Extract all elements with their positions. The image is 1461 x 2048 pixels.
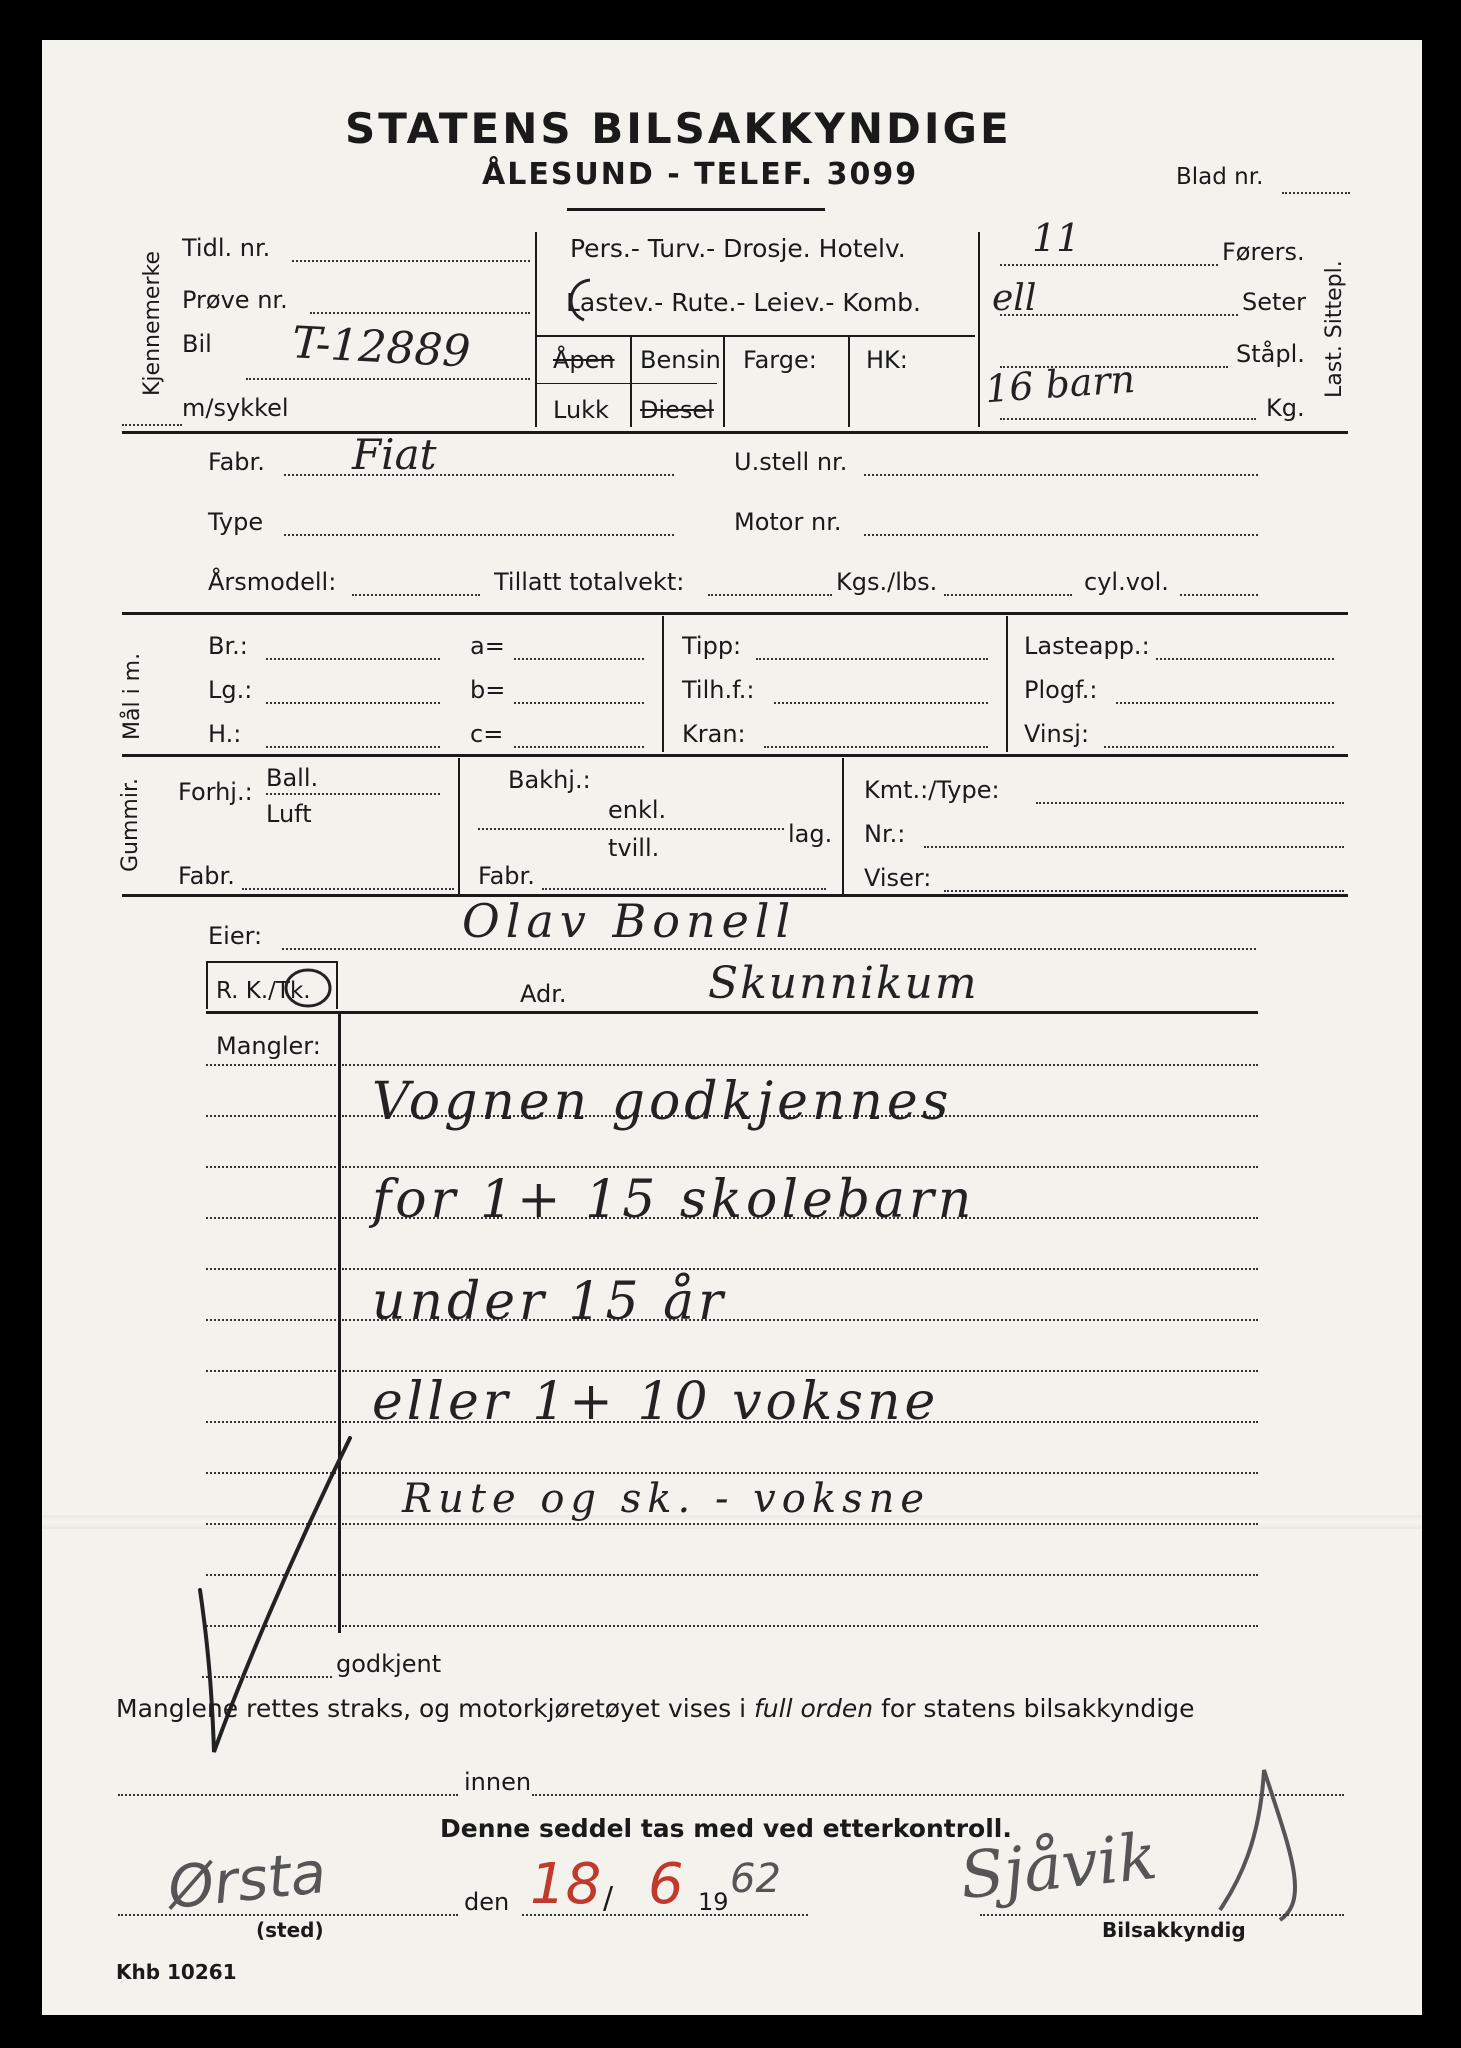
seter-value-handwritten: ell: [992, 278, 1037, 319]
adr-label: Adr.: [520, 980, 567, 1008]
sheet-number-line[interactable]: [1282, 192, 1350, 194]
notice-part-a: Manglene rettes straks, og motorkjøretøyet vises i: [116, 1694, 754, 1723]
sted-line[interactable]: [118, 1914, 458, 1916]
kgs-line[interactable]: [944, 594, 1072, 596]
kg-label: Kg.: [1266, 394, 1305, 422]
den-label: den: [464, 1888, 510, 1916]
tilhf-line[interactable]: [774, 702, 988, 704]
b-line[interactable]: [514, 702, 644, 704]
adr-value-handwritten: Skunnikum: [708, 958, 979, 1009]
kg-line[interactable]: [1000, 418, 1256, 420]
lukk-label: Lukk: [553, 396, 609, 424]
eier-label: Eier:: [208, 922, 263, 950]
rk-box-left: [206, 961, 208, 1009]
luft-label: Luft: [266, 800, 312, 828]
divider: [662, 616, 664, 752]
signature-line[interactable]: [980, 1914, 1344, 1916]
defects-left-line[interactable]: [206, 1115, 336, 1117]
notice-text: [116, 1696, 1194, 1721]
defects-left-line[interactable]: [206, 1370, 336, 1372]
defect-line-3: under 15 år: [372, 1272, 727, 1332]
section-rule: [122, 612, 1348, 615]
defects-line[interactable]: [342, 1523, 1258, 1525]
arsmodell-line[interactable]: [352, 594, 480, 596]
form-title: STATENS BILSAKKYNDIGE: [345, 104, 1012, 153]
tires-fabr-line[interactable]: [242, 888, 454, 890]
defects-line[interactable]: [342, 1268, 1258, 1270]
defects-left-line[interactable]: [206, 1217, 336, 1219]
owner-rule: [206, 1011, 1258, 1014]
innen-label: innen: [464, 1768, 532, 1796]
defects-line[interactable]: [342, 1472, 1258, 1474]
measures-side-label: Mål i m.: [120, 652, 145, 740]
fabr-line[interactable]: [284, 474, 674, 476]
tilhf-label: Tilh.f.:: [682, 676, 755, 704]
year-suffix-handwritten: 62: [730, 1856, 781, 1902]
circle-mark: [560, 276, 600, 326]
divider: [537, 383, 717, 384]
diesel-label: Diesel: [640, 396, 714, 424]
farge-label: Farge:: [743, 346, 817, 374]
lag-label: lag.: [788, 820, 833, 848]
tipp-label: Tipp:: [682, 632, 742, 660]
forers-label: Førers.: [1222, 238, 1305, 266]
type-line[interactable]: [284, 534, 674, 536]
date-line[interactable]: [522, 1914, 808, 1916]
bil-line[interactable]: [246, 378, 530, 380]
ustell-label: U.stell nr.: [734, 448, 848, 476]
br-line[interactable]: [266, 658, 440, 660]
msykkel-line[interactable]: [122, 424, 182, 426]
rk-box-top: [206, 961, 336, 963]
mangler-label: Mangler:: [216, 1032, 321, 1060]
nr-line[interactable]: [924, 846, 1344, 848]
defect-line-5: Rute og sk. - voksne: [402, 1476, 931, 1522]
apen-label: Åpen: [553, 346, 615, 374]
vinsj-line[interactable]: [1104, 746, 1334, 748]
bilsakkyndig-caption: Bilsakkyndig: [1102, 1918, 1246, 1942]
bil-label: Bil: [182, 330, 212, 358]
arsmodell-label: Årsmodell:: [208, 568, 337, 596]
signature-handwritten: Sjåvik: [956, 1819, 1161, 1915]
signature-flourish: [1180, 1760, 1330, 1930]
bil-value-handwritten: T-12889: [290, 317, 472, 378]
kran-label: Kran:: [682, 720, 746, 748]
capacity-side-label: Last. Sittepl.: [1322, 260, 1347, 398]
date-separator: /: [603, 1881, 614, 1916]
defects-left-line[interactable]: [206, 1268, 336, 1270]
tvill-label: tvill.: [608, 834, 660, 862]
tidl-label: Tidl. nr.: [182, 234, 271, 262]
msykkel-label: m/sykkel: [182, 394, 289, 422]
tk-circle-mark: [282, 966, 334, 1010]
ball-label: Ball.: [266, 764, 319, 792]
stapl-value-handwritten: 16 barn: [983, 356, 1137, 412]
tillatt-line[interactable]: [708, 594, 832, 596]
kran-line[interactable]: [764, 746, 988, 748]
date-day-handwritten: 18: [530, 1852, 602, 1917]
divider: [630, 337, 632, 427]
defect-line-4: eller 1+ 10 voksne: [372, 1372, 940, 1432]
nr-label: Nr.:: [864, 820, 906, 848]
divider: [978, 232, 980, 427]
defects-left-line[interactable]: [206, 1421, 336, 1423]
section-rule: [122, 431, 1348, 434]
divider: [842, 758, 844, 894]
bakhj-line[interactable]: [478, 828, 784, 830]
motor-line[interactable]: [864, 534, 1258, 536]
type-label: Type: [208, 508, 264, 536]
tires-side-label: Gummir.: [118, 778, 143, 872]
section-rule: [122, 754, 1348, 757]
bensin-label: Bensin: [640, 346, 721, 374]
kjennemerke-side-label: Kjennemerke: [140, 251, 165, 396]
hk-label: HK:: [866, 346, 908, 374]
eier-line[interactable]: [282, 948, 1256, 950]
viser-line[interactable]: [944, 890, 1344, 892]
tires-fabr-label: Fabr.: [178, 862, 235, 890]
defects-left-line[interactable]: [206, 1064, 336, 1066]
plogf-label: Plogf.:: [1024, 676, 1098, 704]
defects-left-line[interactable]: [206, 1166, 336, 1168]
defect-line-2: for 1+ 15 skolebarn: [372, 1170, 976, 1230]
h-label: H.:: [208, 720, 242, 748]
tires-fabr2-label: Fabr.: [478, 862, 535, 890]
ustell-line[interactable]: [864, 474, 1258, 476]
h-line[interactable]: [266, 746, 440, 748]
lg-label: Lg.:: [208, 676, 253, 704]
vinsj-label: Vinsj:: [1024, 720, 1090, 748]
bakhj-label: Bakhj.:: [508, 766, 591, 794]
date-month-handwritten: 6: [648, 1852, 684, 1917]
divider: [535, 232, 537, 427]
fabr-label: Fabr.: [208, 448, 265, 476]
c-line[interactable]: [514, 746, 644, 748]
year-prefix: 19: [698, 1888, 729, 1916]
divider: [458, 758, 460, 894]
sheet-number-label: Blad nr.: [1176, 164, 1264, 190]
lasteapp-line[interactable]: [1156, 658, 1334, 660]
divider: [723, 337, 725, 427]
notice-emphasis: full orden: [754, 1694, 874, 1723]
br-label: Br.:: [208, 632, 248, 660]
rk-label: R. K./Tk.: [216, 978, 311, 1004]
divider: [848, 337, 850, 427]
title-underline: [567, 208, 825, 211]
innen-left-line[interactable]: [118, 1794, 458, 1796]
kgs-label: Kgs./lbs.: [836, 568, 938, 596]
eier-value-handwritten: Olav Bonell: [462, 894, 797, 948]
stapl-label: Ståpl.: [1236, 340, 1305, 368]
form-code: Khb 10261: [116, 1960, 237, 1984]
viser-label: Viser:: [864, 864, 932, 892]
usage-row-2: Lastev.- Rute.- Leiev.- Komb.: [566, 288, 921, 317]
a-line[interactable]: [514, 658, 644, 660]
prove-label: Prøve nr.: [182, 286, 288, 314]
c-label: c=: [470, 720, 504, 748]
seter-line[interactable]: [1000, 314, 1238, 316]
defects-line[interactable]: [342, 1574, 1258, 1576]
tillatt-label: Tillatt totalvekt:: [494, 568, 685, 596]
defects-left-line[interactable]: [206, 1319, 336, 1321]
b-label: b=: [470, 676, 506, 704]
cyl-line[interactable]: [1180, 594, 1258, 596]
usage-row-1: Pers.- Turv.- Drosje. Hotelv.: [570, 234, 906, 263]
notice-part-b: for statens bilsakkyndige: [873, 1694, 1195, 1723]
tipp-line[interactable]: [756, 658, 988, 660]
defects-line[interactable]: [342, 1625, 1258, 1627]
tires-fabr2-line[interactable]: [542, 888, 826, 890]
seter-label: Seter: [1242, 288, 1307, 316]
defects-line[interactable]: [342, 1166, 1258, 1168]
lasteapp-label: Lasteapp.:: [1024, 632, 1150, 660]
rk-box-right: [336, 961, 338, 1009]
a-label: a=: [470, 632, 505, 660]
prove-line[interactable]: [310, 312, 530, 314]
defects-line[interactable]: [342, 1064, 1258, 1066]
cyl-label: cyl.vol.: [1084, 568, 1169, 596]
lg-line[interactable]: [266, 702, 440, 704]
defect-line-1: Vognen godkjennes: [372, 1072, 953, 1132]
forers-value-handwritten: 11: [1032, 216, 1081, 260]
tidl-line[interactable]: [292, 260, 530, 262]
sted-caption: (sted): [256, 1918, 324, 1942]
fabr-value-handwritten: Fiat: [352, 430, 437, 479]
etterkontroll-notice: Denne seddel tas med ved etterkontroll.: [440, 1814, 1012, 1843]
enkl-label: enkl.: [608, 796, 667, 824]
kmt-line[interactable]: [1036, 802, 1344, 804]
usage-rule: [537, 335, 975, 337]
sted-value-handwritten: Ørsta: [164, 1837, 330, 1923]
godkjent-label: godkjent: [336, 1650, 442, 1678]
forers-line[interactable]: [1000, 264, 1218, 266]
forhj-label: Forhj.:: [178, 778, 253, 806]
divider: [1006, 616, 1008, 752]
kmt-label: Kmt.:/Type:: [864, 776, 1000, 804]
motor-label: Motor nr.: [734, 508, 842, 536]
godkjent-line[interactable]: [202, 1676, 332, 1678]
ball-line[interactable]: [266, 793, 440, 795]
plogf-line[interactable]: [1116, 702, 1334, 704]
form-subtitle: ÅLESUND - TELEF. 3099: [482, 157, 919, 192]
